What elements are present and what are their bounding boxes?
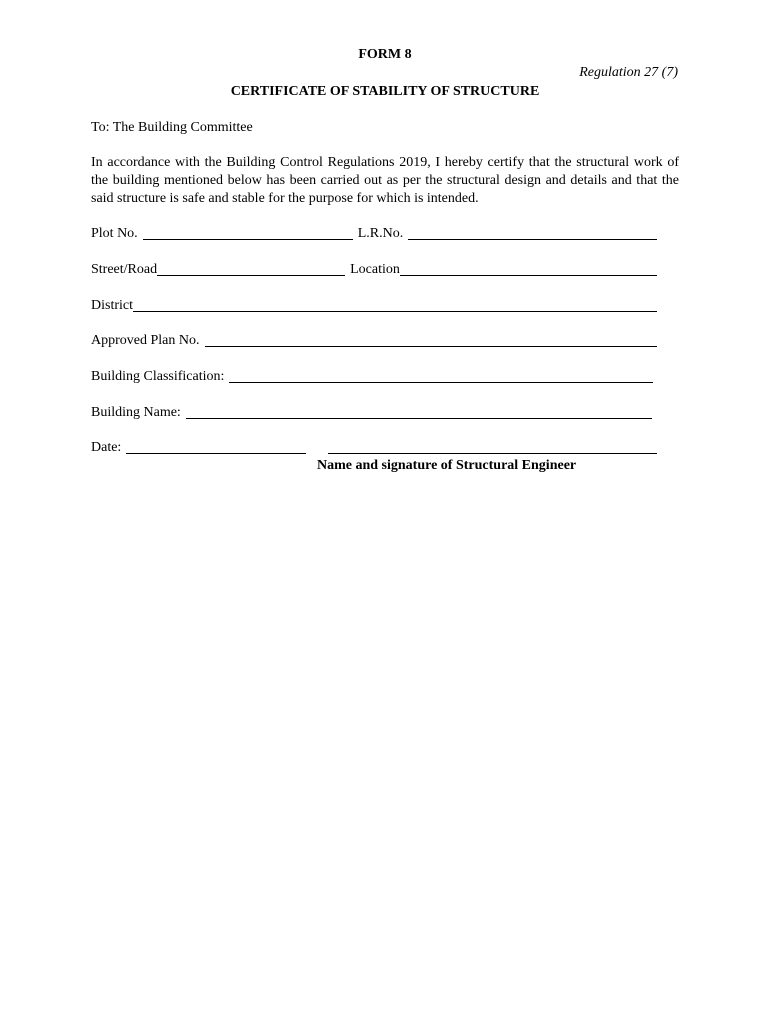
- street-road-label: Street/Road: [91, 262, 158, 277]
- location-blank[interactable]: [400, 261, 657, 276]
- lr-no-blank[interactable]: [408, 225, 657, 240]
- addressee-line: To: The Building Committee: [91, 120, 253, 135]
- plot-no-blank[interactable]: [143, 225, 353, 240]
- district-blank[interactable]: [133, 297, 657, 312]
- building-name-label: Building Name:: [91, 405, 181, 420]
- building-classification-row: [91, 367, 653, 385]
- location-label: Location: [350, 262, 400, 277]
- building-name-row: [91, 403, 652, 421]
- signature-blank[interactable]: [328, 439, 657, 454]
- district-row: [91, 296, 657, 314]
- certification-paragraph: In accordance with the Building Control Regulations 2019, I hereby certify that the structural work of the building mentioned below has been carried out as per the structural design and details and that the said structure is safe and stable for the purpose for which is intended.: [91, 155, 679, 206]
- signature-caption: Name and signature of Structural Engineer: [317, 458, 577, 473]
- street-location-row: [91, 260, 657, 278]
- plot-lr-row: [91, 224, 657, 242]
- approved-plan-row: [91, 331, 657, 349]
- building-name-blank[interactable]: [186, 404, 652, 419]
- certificate-title: CERTIFICATE OF STABILITY OF STRUCTURE: [230, 84, 540, 99]
- form-number: FORM 8: [358, 47, 412, 62]
- plot-no-label: Plot No.: [91, 226, 138, 241]
- approved-plan-no-label: Approved Plan No.: [91, 333, 200, 348]
- lr-no-label: L.R.No.: [357, 226, 404, 241]
- building-classification-blank[interactable]: [229, 368, 653, 383]
- approved-plan-no-blank[interactable]: [205, 332, 658, 347]
- date-signature-row: [91, 438, 657, 456]
- building-classification-label: Building Classification:: [91, 369, 225, 384]
- date-label: Date:: [91, 440, 122, 455]
- regulation-reference: Regulation 27 (7): [579, 65, 678, 80]
- date-blank[interactable]: [126, 439, 306, 454]
- street-road-blank[interactable]: [157, 261, 345, 276]
- district-label: District: [91, 298, 133, 313]
